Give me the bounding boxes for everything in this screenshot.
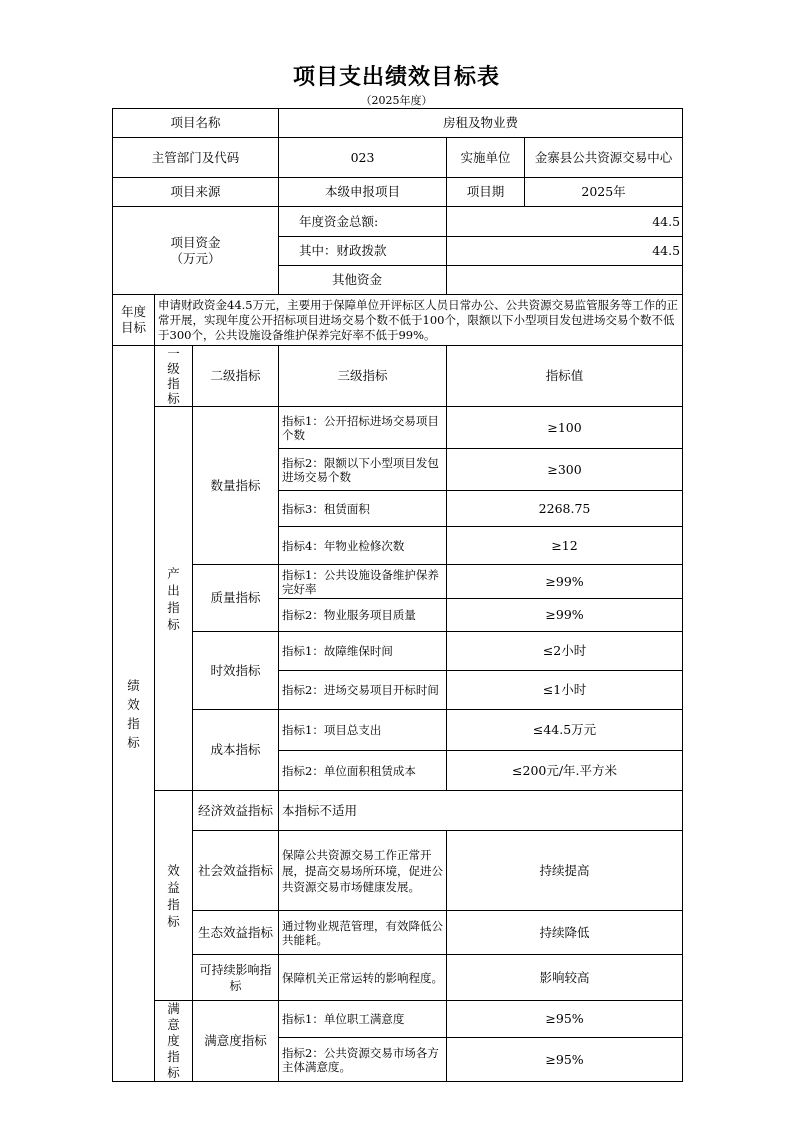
project-name-label: 项目名称 xyxy=(113,109,279,138)
ecological-indicator-value: 持续降低 xyxy=(447,911,683,955)
dept-label: 主管部门及代码 xyxy=(113,138,279,178)
unit-label: 实施单位 xyxy=(447,138,525,178)
quality-item-2-name: 指标2：物业服务项目质量 xyxy=(279,599,447,632)
quantity-item-3-name: 指标3：租赁面积 xyxy=(279,491,447,527)
header-value: 指标值 xyxy=(447,346,683,407)
cost-item-1-name: 指标1：项目总支出 xyxy=(279,710,447,751)
cost-item-1-value: ≤44.5万元 xyxy=(447,710,683,751)
sustainable-indicator-label: 可持续影响指标 xyxy=(193,955,279,1001)
quantity-item-2-name: 指标2：限额以下小型项目发包进场交易个数 xyxy=(279,449,447,491)
funds-label-line1: 项目资金 xyxy=(170,234,221,250)
cost-item-2-value: ≤200元/年.平方米 xyxy=(447,751,683,791)
quantity-item-1-value: ≥100 xyxy=(447,407,683,449)
funds-total-value: 44.5 xyxy=(447,207,683,237)
economic-indicator-text: 本指标不适用 xyxy=(279,791,683,831)
benefit-indicator-label: 效益指标 xyxy=(155,791,193,1001)
funds-fiscal-value: 44.5 xyxy=(447,237,683,266)
funds-label-line2: （万元） xyxy=(170,250,221,266)
timeliness-item-1-name: 指标1：故障维保时间 xyxy=(279,632,447,671)
satisfaction-item-1-name: 指标1：单位职工满意度 xyxy=(279,1001,447,1038)
source-label: 项目来源 xyxy=(113,178,279,207)
sustainable-indicator-name: 保障机关正常运转的影响程度。 xyxy=(279,955,447,1001)
satisfaction-item-2-value: ≥95% xyxy=(447,1038,683,1082)
quantity-item-4-name: 指标4：年物业检修次数 xyxy=(279,527,447,565)
economic-indicator-label: 经济效益指标 xyxy=(193,791,279,831)
annual-goal-text: 申请财政资金44.5万元，主要用于保障单位开评标区人员日常办公、公共资源交易监管服务等工作的正常开展，实现年度公开招标项目进场交易个数不低于100个，限额以下小型项目发包进场交易个数不低于300个，公共设施设备维护保养完好率不低于99%。 xyxy=(155,295,683,346)
social-indicator-value: 持续提高 xyxy=(447,831,683,911)
social-indicator-label: 社会效益指标 xyxy=(193,831,279,911)
header-level1: 一级指标 xyxy=(155,346,193,407)
performance-indicator-label xyxy=(113,346,155,1082)
annual-goal-label-line2: 目标 xyxy=(120,320,146,335)
funds-other-value xyxy=(447,266,683,295)
period-value: 2025年 xyxy=(525,178,683,207)
project-name-value: 房租及物业费 xyxy=(279,109,683,138)
quality-item-2-value: ≥99% xyxy=(447,599,683,632)
annual-goal-label xyxy=(113,295,155,346)
funds-total-label: 年度资金总额: xyxy=(279,207,447,237)
funds-fiscal-label: 其中：财政拨款 xyxy=(279,237,447,266)
quantity-item-1-name: 指标1：公开招标进场交易项目个数 xyxy=(279,407,447,449)
unit-value: 金寨县公共资源交易中心 xyxy=(525,138,683,178)
quantity-item-4-value: ≥12 xyxy=(447,527,683,565)
social-indicator-name: 保障公共资源交易工作正常开展，提高交易场所环境，促进公共资源交易市场健康发展。 xyxy=(279,831,447,911)
source-value: 本级申报项目 xyxy=(279,178,447,207)
timeliness-item-1-value: ≤2小时 xyxy=(447,632,683,671)
dept-code-value: 023 xyxy=(279,138,447,178)
quality-item-1-name: 指标1：公共设施设备维护保养完好率 xyxy=(279,565,447,599)
cost-indicator-label: 成本指标 xyxy=(193,710,279,791)
timeliness-indicator-label: 时效指标 xyxy=(193,632,279,710)
timeliness-item-2-name: 指标2：进场交易项目开标时间 xyxy=(279,671,447,710)
performance-indicator-label-text: 绩效指标 xyxy=(127,677,140,750)
annual-goal-label-line1: 年度 xyxy=(120,304,146,319)
quantity-item-3-value: 2268.75 xyxy=(447,491,683,527)
period-label: 项目期 xyxy=(447,178,525,207)
quality-indicator-label: 质量指标 xyxy=(193,565,279,632)
ecological-indicator-name: 通过物业规范管理，有效降低公共能耗。 xyxy=(279,911,447,955)
quality-item-1-value: ≥99% xyxy=(447,565,683,599)
funds-label xyxy=(113,207,279,295)
quantity-indicator-label: 数量指标 xyxy=(193,407,279,565)
sustainable-indicator-value: 影响较高 xyxy=(447,955,683,1001)
header-level3: 三级指标 xyxy=(279,346,447,407)
quantity-item-2-value: ≥300 xyxy=(447,449,683,491)
satisfaction-item-1-value: ≥95% xyxy=(447,1001,683,1038)
performance-target-table xyxy=(112,108,683,1082)
output-indicator-label: 产出指标 xyxy=(155,407,193,791)
header-level2: 二级指标 xyxy=(193,346,279,407)
page-title: 项目支出绩效目标表 xyxy=(292,65,500,90)
ecological-indicator-label: 生态效益指标 xyxy=(193,911,279,955)
satisfaction-indicator-label: 满意度指标 xyxy=(155,1001,193,1082)
satisfaction-sub-label: 满意度指标 xyxy=(193,1001,279,1082)
satisfaction-item-2-name: 指标2：公共资源交易市场各方主体满意度。 xyxy=(279,1038,447,1082)
funds-other-label: 其他资金 xyxy=(279,266,447,295)
timeliness-item-2-value: ≤1小时 xyxy=(447,671,683,710)
cost-item-2-name: 指标2：单位面积租赁成本 xyxy=(279,751,447,791)
page-subtitle: （2025年度） xyxy=(360,94,433,107)
